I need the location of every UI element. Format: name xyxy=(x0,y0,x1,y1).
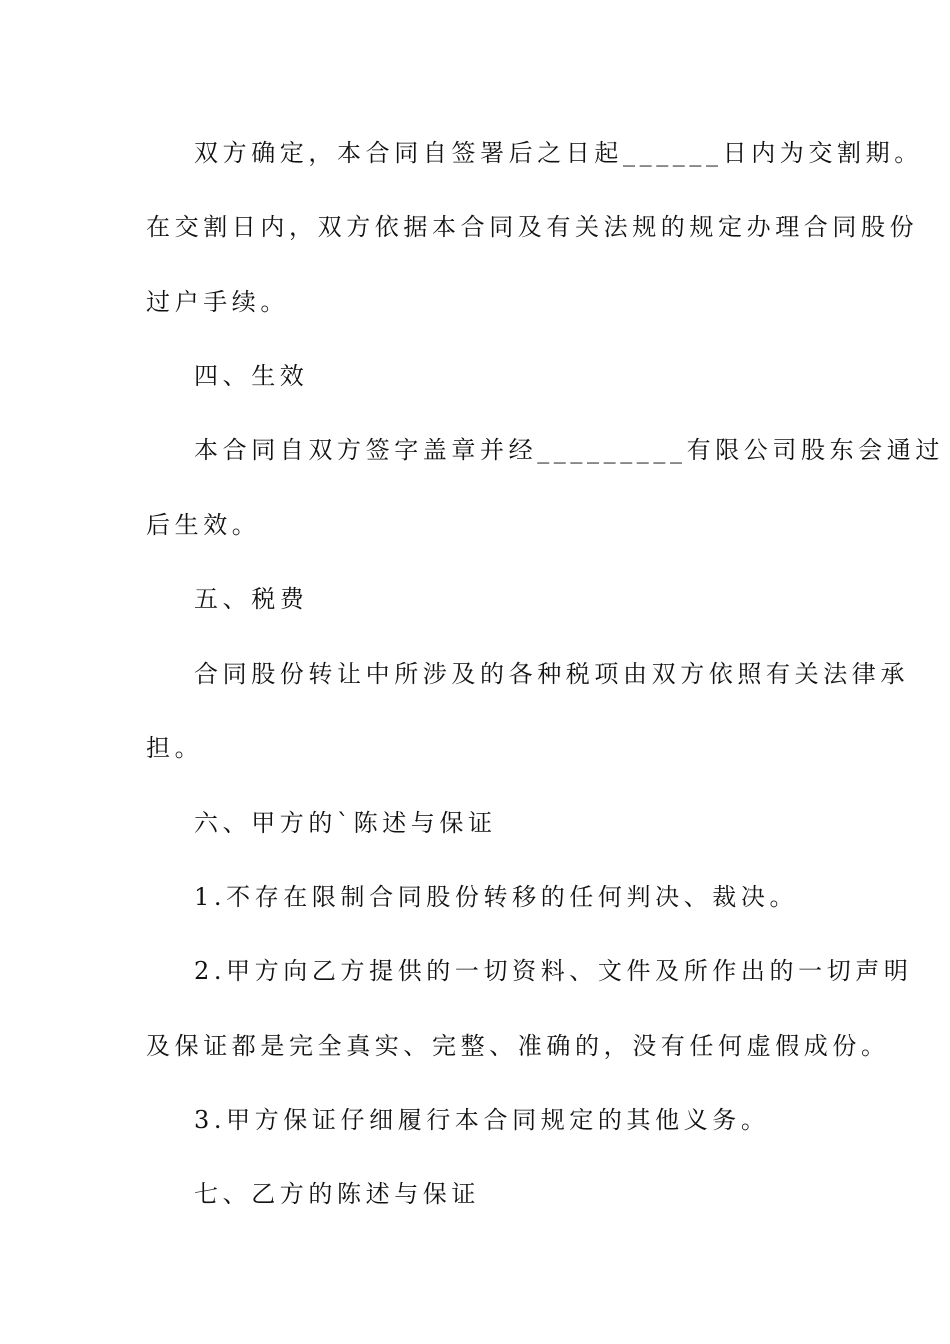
paragraph-delivery-period: 双方确定，本合同自签署后之日起______日内为交割期。 xyxy=(194,139,923,167)
section-heading-effectiveness: 四、生效 xyxy=(194,362,309,390)
paragraph-taxes: 合同股份转让中所涉及的各种税项由双方依照有关法律承 xyxy=(194,660,909,688)
paragraph-effectiveness: 本合同自双方签字盖章并经_________有限公司股东会通过 xyxy=(194,436,944,464)
paragraph-taxes-end: 担。 xyxy=(146,734,204,762)
list-item-2: 2.甲方向乙方提供的一切资料、文件及所作出的一切声明 xyxy=(194,957,913,985)
section-heading-party-a-warranties: 六、甲方的`陈述与保证 xyxy=(194,809,497,837)
section-heading-party-b-warranties: 七、乙方的陈述与保证 xyxy=(194,1180,480,1208)
section-heading-taxes: 五、税费 xyxy=(194,585,309,613)
paragraph-delivery-period-cont: 在交割日内，双方依据本合同及有关法规的规定办理合同股份 xyxy=(146,213,919,241)
list-item-2-cont: 及保证都是完全真实、完整、准确的，没有任何虚假成份。 xyxy=(146,1032,890,1060)
paragraph-delivery-period-end: 过户手续。 xyxy=(146,288,289,316)
paragraph-effectiveness-end: 后生效。 xyxy=(146,511,261,539)
list-item-3: 3.甲方保证仔细履行本合同规定的其他义务。 xyxy=(194,1106,770,1134)
list-item-1: 1.不存在限制合同股份转移的任何判决、裁决。 xyxy=(194,883,799,911)
